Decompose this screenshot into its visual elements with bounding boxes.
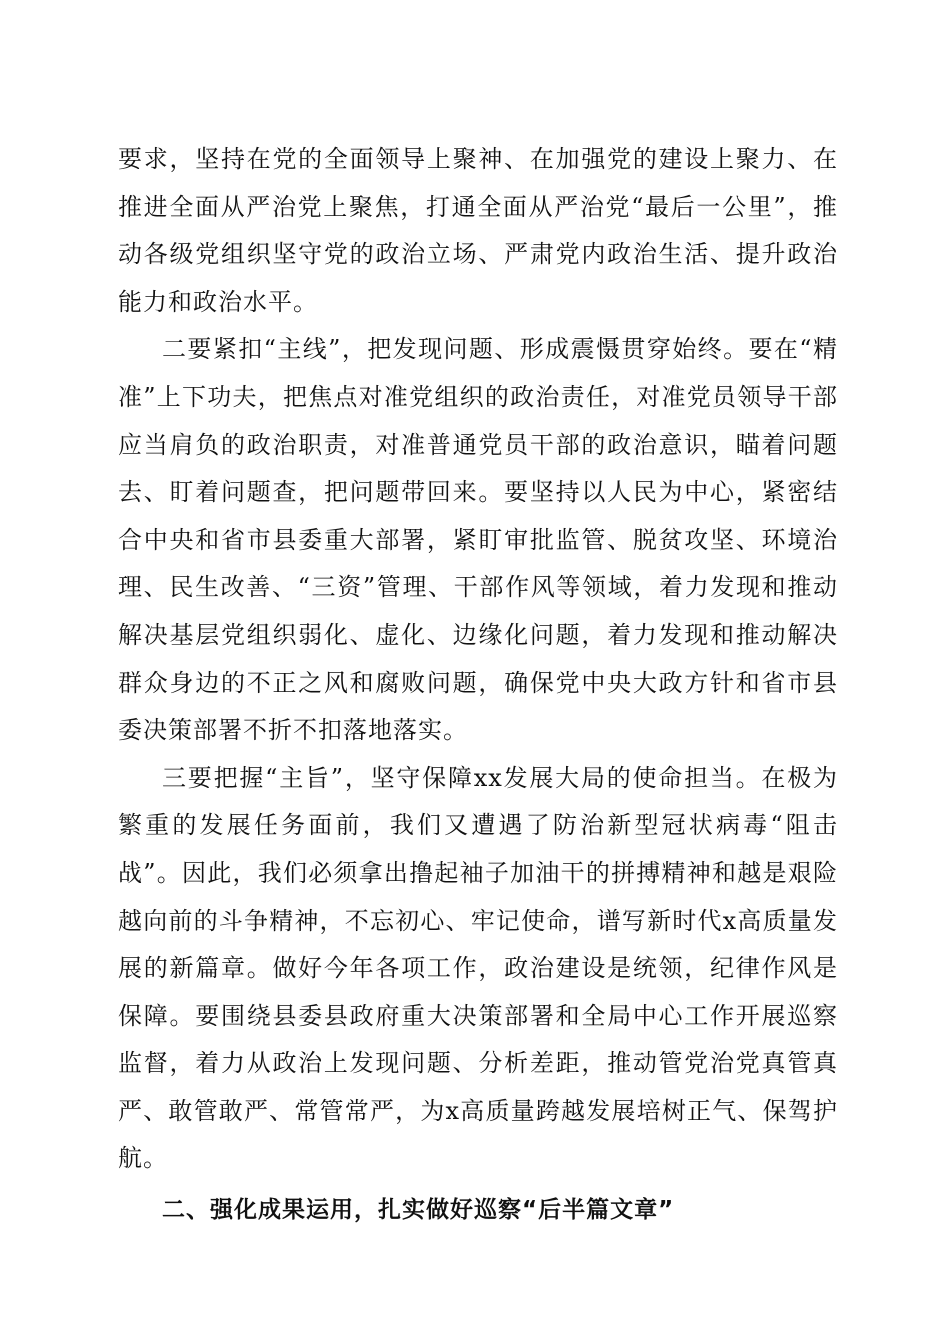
paragraph-main-line: 二要紧扣“主线”，把发现问题、形成震慑贯穿始终。要在“精准”上下功夫，把焦点对准党组织的政治责任，对准党员领导干部应当肩负的政治职责，对准普通党员干部的政治意识，瞄着问题去、盯着问题查，把问题带回来。要坚持以人民为中心，紧密结合中央和省市县委重大部署，紧盯审批监管、脱贫攻坚、环境治理、民生改善、“三资”管理、干部作风等领域，着力发现和推动解决基层党组织弱化、虚化、边缘化问题，着力发现和推动解决群众身边的不正之风和腐败问题，确保党中央大政方针和省市县委决策部署不折不扣落地落实。: [118, 335, 838, 745]
section-heading: 二、强化成果运用，扎实做好巡察“后半篇文章”: [162, 1197, 675, 1224]
paragraph-main-purpose: 三要把握“主旨”，坚守保障xx发展大局的使命担当。在极为繁重的发展任务面前，我们又遭遇了防治新型冠状病毒“阻击战”。因此，我们必须拿出撸起袖子加油干的拼搏精神和越是艰险越向前的斗争精神，不忘初心、牢记使命，谱写新时代x高质量发展的新篇章。做好今年各项工作，政治建设是统领，纪律作风是保障。要围绕县委县政府重大决策部署和全局中心工作开展巡察监督，着力从政治上发现问题、分析差距，推动管党治党真管真严、敢管敢严、常管常严，为x高质量跨越发展培树正气、保驾护航。: [118, 763, 838, 1173]
document-body: [118, 136, 838, 1235]
paragraph-continued: 要求，坚持在党的全面领导上聚神、在加强党的建设上聚力、在推进全面从严治党上聚焦，打通全面从严治党“最后一公里”，推动各级党组织坚守党的政治立场、严肃党内政治生活、提升政治能力和政治水平。: [118, 145, 838, 316]
